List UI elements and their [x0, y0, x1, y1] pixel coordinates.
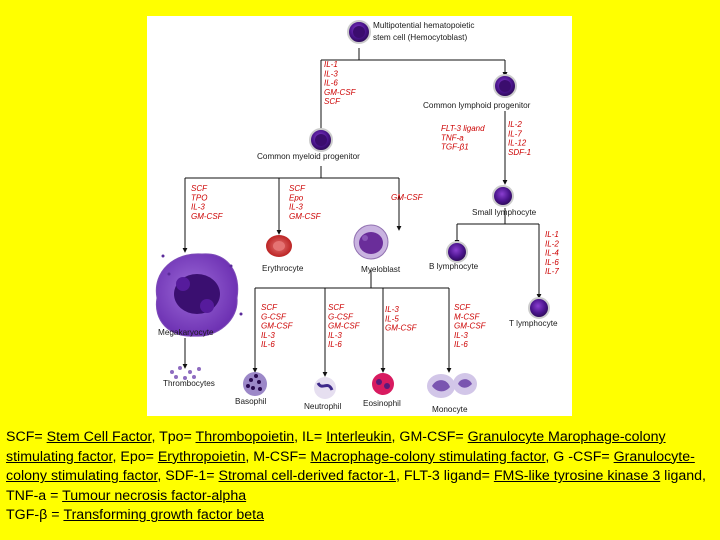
- factor-to-lymphocytes-3: IL-6: [545, 257, 559, 267]
- factor-stem-to-myeloid-3: GM-CSF: [324, 87, 356, 97]
- factor-to-monocyte-1: M-CSF: [454, 312, 480, 322]
- factor-to-neutrophil-4: IL-6: [328, 340, 342, 350]
- factor-stem-to-myeloid-4: SCF: [324, 97, 340, 107]
- myeloblast-label: Myeloblast: [361, 265, 401, 274]
- megakaryocyte-label: Megakaryocyte: [158, 328, 214, 337]
- myeloid-progenitor-label: Common myeloid progenitor: [257, 152, 360, 161]
- factor-to-neutrophil-2: GM-CSF: [328, 321, 360, 331]
- factor-to-lymphocytes-1: IL-2: [545, 239, 559, 249]
- basophil-cell: [243, 372, 267, 396]
- factor-to-neutrophil-1: G-CSF: [328, 312, 353, 322]
- caption-link-epo[interactable]: Erythropoietin: [157, 448, 246, 465]
- caption-text: , Tpo=: [151, 429, 196, 445]
- small-lymphocyte-label: Small lymphocyte: [472, 208, 537, 217]
- neutrophil-cell: [314, 377, 336, 399]
- factor-to-eosinophil-1: IL-5: [385, 314, 399, 324]
- caption-link-m-csf[interactable]: Macrophage-colony stimulating factor: [310, 448, 546, 465]
- factor-lymphoid-to-small-0: FLT-3 ligand: [441, 124, 485, 133]
- factor-to-monocyte-4: IL-6: [454, 340, 468, 350]
- factor-to-megakaryocyte-2: IL-3: [191, 202, 205, 212]
- caption-link-flt-3[interactable]: FMS-like tyrosine kinase 3: [493, 468, 661, 485]
- factor-to-eosinophil-0: IL-3: [385, 305, 399, 314]
- erythrocyte-cell: [266, 235, 292, 257]
- monocyte-label: Monocyte: [432, 405, 468, 414]
- factor-to-neutrophil-0: SCF: [328, 303, 344, 312]
- caption-link-il[interactable]: Interleukin: [326, 429, 392, 445]
- factor-stem-to-myeloid-2: IL-6: [324, 78, 338, 88]
- factor-to-basophil-0: SCF: [261, 303, 277, 312]
- caption-text: , SDF-1=: [157, 468, 219, 485]
- factor-lymphoid-to-small-2-2: IL-12: [508, 138, 527, 148]
- factor-to-myeloblast-0: GM-CSF: [391, 193, 423, 202]
- factor-to-megakaryocyte-3: GM-CSF: [191, 211, 223, 221]
- factor-to-eosinophil-2: GM-CSF: [385, 323, 417, 333]
- t-lymphocyte-label: T lymphocyte: [509, 319, 558, 328]
- factor-lymphoid-to-small-2: TGF-β1: [441, 142, 469, 152]
- factor-stem-to-myeloid-1: IL-3: [324, 69, 338, 79]
- factor-to-lymphocytes-4: IL-7: [545, 267, 559, 277]
- eosinophil-label: Eosinophil: [363, 399, 401, 408]
- hematopoiesis-diagram: [147, 16, 572, 416]
- abbreviations-caption: [6, 428, 716, 526]
- neutrophil-label: Neutrophil: [304, 402, 342, 411]
- factor-lymphoid-to-small-2-3: SDF-1: [508, 147, 532, 157]
- factor-to-neutrophil-3: IL-3: [328, 330, 342, 340]
- caption-text: SCF=: [6, 429, 47, 445]
- factor-stem-to-myeloid-0: IL-1: [324, 60, 338, 69]
- factor-to-basophil-4: IL-6: [261, 340, 275, 350]
- factor-to-lymphocytes-0: IL-1: [545, 230, 559, 239]
- monocyte-cells: [427, 373, 477, 398]
- b-lymphocyte-label: B lymphocyte: [429, 262, 479, 271]
- myeloblast-cell: [354, 225, 388, 259]
- basophil-label: Basophil: [235, 397, 267, 406]
- stem-cell-label-1: Multipotential hematopoietic: [373, 21, 475, 30]
- stem-cell: [348, 21, 370, 43]
- factor-to-monocyte-0: SCF: [454, 303, 470, 312]
- caption-text: , IL=: [294, 429, 327, 445]
- factor-to-erythrocyte-1: Epo: [289, 193, 304, 203]
- stem-cell-label-2: stem cell (Hemocytoblast): [373, 33, 468, 42]
- caption-text: , M-CSF=: [245, 448, 311, 465]
- caption-text: TGF-β =: [6, 507, 64, 524]
- factor-to-monocyte-2: GM-CSF: [454, 321, 486, 331]
- diagram-svg: [147, 16, 572, 416]
- caption-text: , GM-CSF=: [391, 429, 468, 445]
- factor-to-erythrocyte-3: GM-CSF: [289, 211, 321, 221]
- factor-to-basophil-2: GM-CSF: [261, 321, 293, 331]
- caption-link-gm-csf[interactable]: Granulocyte Marophage-colony stimulating factor: [6, 429, 666, 465]
- factor-to-megakaryocyte-0: SCF: [191, 184, 207, 193]
- factor-to-erythrocyte-2: IL-3: [289, 202, 303, 212]
- factor-lymphoid-to-small-2-0: IL-2: [508, 120, 522, 129]
- caption-link-g-csf[interactable]: Granulocyte-colony stimulating factor: [6, 448, 695, 485]
- caption-text: , G -CSF=: [545, 448, 614, 465]
- caption-link-tgf-b[interactable]: Transforming growth factor beta: [63, 507, 264, 524]
- thrombocytes-label: Thrombocytes: [163, 379, 215, 388]
- caption-text: ligand, TNF-a =: [6, 468, 706, 504]
- caption-link-tnf-a[interactable]: Tumour necrosis factor-alpha: [62, 487, 247, 504]
- factor-lymphoid-to-small-2-1: IL-7: [508, 129, 522, 139]
- factor-to-erythrocyte-0: SCF: [289, 184, 305, 193]
- caption-link-scf[interactable]: Stem Cell Factor: [46, 429, 152, 445]
- t-lymphocyte-cell: [529, 298, 549, 318]
- eosinophil-cell: [372, 373, 394, 395]
- b-lymphocyte-cell: [447, 242, 467, 262]
- factor-to-megakaryocyte-1: TPO: [191, 193, 208, 203]
- factor-to-basophil-3: IL-3: [261, 330, 275, 340]
- caption-link-tpo[interactable]: Thrombopoietin: [195, 429, 295, 445]
- myeloid-progenitor-cell: [310, 129, 332, 151]
- caption-text: , FLT-3 ligand=: [395, 468, 494, 485]
- caption-text: , Epo=: [112, 448, 158, 465]
- megakaryocyte-cell: [156, 254, 242, 336]
- lymphoid-progenitor-cell: [494, 75, 516, 97]
- thrombocytes-cells: [170, 366, 201, 380]
- factor-to-lymphocytes-2: IL-4: [545, 248, 559, 258]
- factor-lymphoid-to-small-1: TNF-a: [441, 133, 464, 143]
- lymphoid-progenitor-label: Common lymphoid progenitor: [423, 101, 531, 110]
- factor-to-basophil-1: G-CSF: [261, 312, 286, 322]
- erythrocyte-label: Erythrocyte: [262, 264, 304, 273]
- factor-to-monocyte-3: IL-3: [454, 330, 468, 340]
- caption-link-sdf-1[interactable]: Stromal cell-derived factor-1: [218, 468, 396, 485]
- small-lymphocyte-cell: [493, 186, 513, 206]
